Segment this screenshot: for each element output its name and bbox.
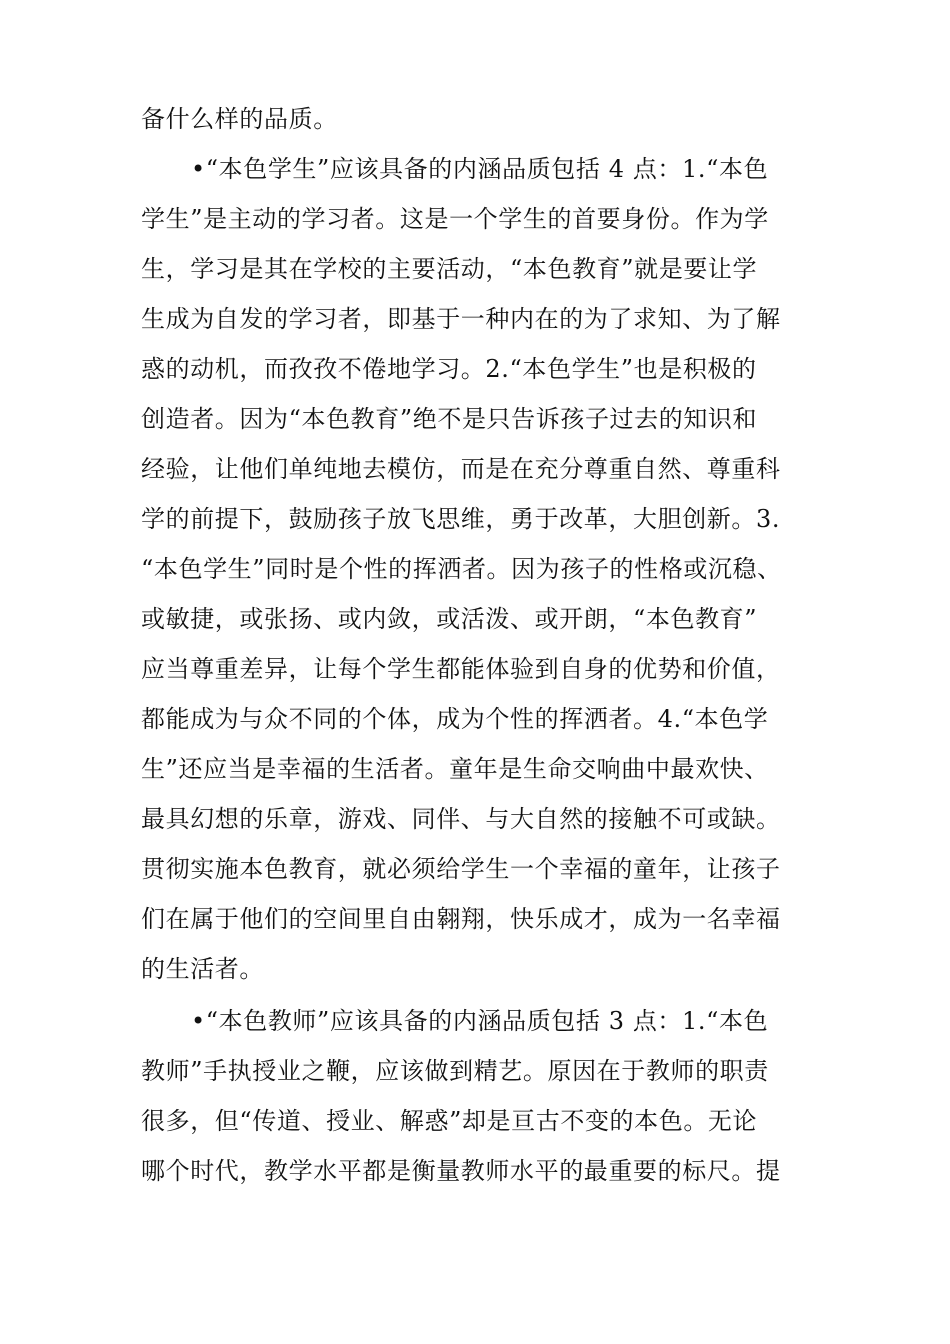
text-line: 们在属于他们的空间里自由翱翔，快乐成才，成为一名幸福 <box>141 905 781 933</box>
text-line: 生，学习是其在学校的主要活动，“本色教育”就是要让学 <box>141 255 758 283</box>
text-line: 或敏捷，或张扬、或内敛，或活泼、或开朗，“本色教育” <box>141 605 758 633</box>
text-line: 惑的动机，而孜孜不倦地学习。2.“本色学生”也是积极的 <box>141 355 757 383</box>
text-line: 的生活者。 <box>141 955 264 983</box>
text-line: 贯彻实施本色教育，就必须给学生一个幸福的童年，让孩子 <box>141 855 781 883</box>
text-line: “本色学生”同时是个性的挥洒者。因为孩子的性格或沉稳、 <box>141 555 782 583</box>
text-line: 学的前提下，鼓励孩子放飞思维，勇于改革，大胆创新。3. <box>141 505 781 533</box>
text-line: 创造者。因为“本色教育”绝不是只告诉孩子过去的知识和 <box>141 405 758 433</box>
text-line: 最具幻想的乐章，游戏、同伴、与大自然的接触不可或缺。 <box>141 805 781 833</box>
text-line: 哪个时代，教学水平都是衡量教师水平的最重要的标尺。提 <box>141 1157 781 1185</box>
text-line: 都能成为与众不同的个体，成为个性的挥洒者。4.“本色学 <box>141 705 769 733</box>
bullet-paragraph-line: •“本色学生”应该具备的内涵品质包括 4 点：1.“本色 <box>191 155 769 183</box>
text-line: 生”还应当是幸福的生活者。童年是生命交响曲中最欢快、 <box>141 755 769 783</box>
bullet-paragraph-line: •“本色教师”应该具备的内涵品质包括 3 点：1.“本色 <box>191 1007 769 1035</box>
text-line: 生成为自发的学习者，即基于一种内在的为了求知、为了解 <box>141 305 781 333</box>
text-line: 经验，让他们单纯地去模仿，而是在充分尊重自然、尊重科 <box>141 455 781 483</box>
text-line: 教师”手执授业之鞭，应该做到精艺。原因在于教师的职责 <box>141 1057 769 1085</box>
text-line: 备什么样的品质。 <box>141 105 338 133</box>
text-line: 应当尊重差异，让每个学生都能体验到自身的优势和价值， <box>141 655 781 683</box>
text-line: 学生”是主动的学习者。这是一个学生的首要身份。作为学 <box>141 205 769 233</box>
text-line: 很多，但“传道、授业、解惑”却是亘古不变的本色。无论 <box>141 1107 758 1135</box>
